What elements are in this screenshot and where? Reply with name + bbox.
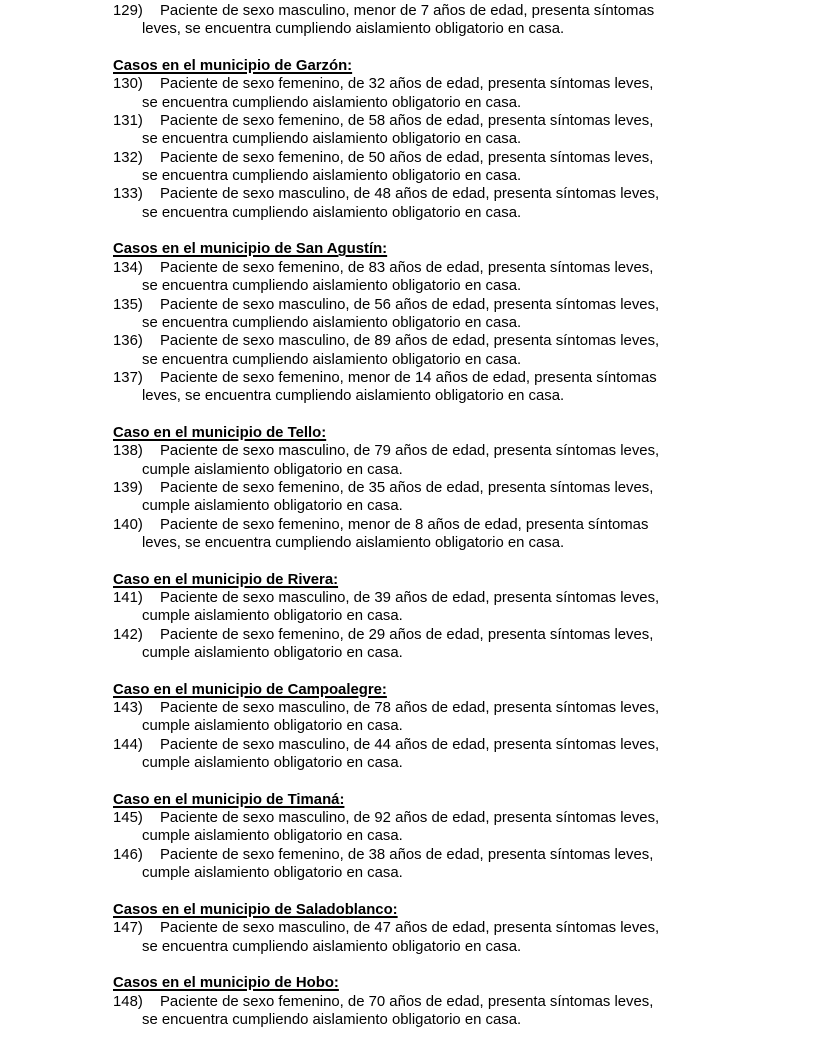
case-text-line-1: Paciente de sexo masculino, de 79 años de edad, presenta síntomas leves, <box>160 443 660 460</box>
case-number: 138) <box>113 443 143 460</box>
case-text-line-2: se encuentra cumpliendo aislamiento obligatorio en casa. <box>142 204 522 221</box>
case-number: 135) <box>113 296 143 313</box>
case-text-line-1: Paciente de sexo femenino, de 35 años de edad, presenta síntomas leves, <box>160 479 654 496</box>
section-heading: Casos en el municipio de Garzón: <box>113 58 353 75</box>
case-text-line-1: Paciente de sexo masculino, de 44 años de edad, presenta síntomas leves, <box>160 736 660 753</box>
case-text-line-2: cumple aislamiento obligatorio en casa. <box>142 645 403 662</box>
case-text-line-1: Paciente de sexo femenino, de 83 años de edad, presenta síntomas leves, <box>160 259 654 276</box>
case-entry <box>113 185 703 222</box>
case-number: 133) <box>113 186 143 203</box>
case-number: 143) <box>113 700 143 717</box>
case-number: 132) <box>113 149 143 166</box>
case-number: 131) <box>113 113 143 130</box>
case-entry <box>113 2 703 39</box>
case-entry <box>113 809 703 846</box>
case-number: 140) <box>113 516 143 533</box>
case-text-line-1: Paciente de sexo femenino, menor de 8 años de edad, presenta síntomas <box>160 516 649 533</box>
case-entry <box>113 259 703 296</box>
case-text-line-1: Paciente de sexo femenino, de 32 años de edad, presenta síntomas leves, <box>160 76 654 93</box>
case-text-line-2: se encuentra cumpliendo aislamiento obligatorio en casa. <box>142 131 522 148</box>
case-text-line-1: Paciente de sexo masculino, de 39 años de edad, presenta síntomas leves, <box>160 590 660 606</box>
case-text-line-2: leves, se encuentra cumpliendo aislamiento obligatorio en casa. <box>142 21 565 38</box>
case-text-line-2: cumple aislamiento obligatorio en casa. <box>142 755 403 772</box>
case-entry <box>113 993 703 1030</box>
case-text-line-1: Paciente de sexo masculino, menor de 7 años de edad, presenta síntomas <box>160 3 655 19</box>
case-text-line-2: leves, se encuentra cumpliendo aislamiento obligatorio en casa. <box>142 534 565 551</box>
section-heading: Casos en el municipio de Hobo: <box>113 975 339 992</box>
section-heading: Caso en el municipio de Rivera: <box>113 571 339 588</box>
case-text-line-1: Paciente de sexo femenino, de 29 años de edad, presenta síntomas leves, <box>160 626 654 643</box>
case-text-line-1: Paciente de sexo masculino, de 47 años de edad, presenta síntomas leves, <box>160 920 660 937</box>
case-entry <box>113 149 703 186</box>
case-text-line-1: Paciente de sexo masculino, de 48 años de edad, presenta síntomas leves, <box>160 186 660 203</box>
case-text-line-2: cumple aislamiento obligatorio en casa. <box>142 865 403 882</box>
case-entry <box>113 846 703 883</box>
section-heading: Casos en el municipio de Saladoblanco: <box>113 901 398 918</box>
case-text-line-1: Paciente de sexo femenino, de 70 años de edad, presenta síntomas leves, <box>160 993 654 1010</box>
case-text-line-2: cumple aislamiento obligatorio en casa. <box>142 718 403 735</box>
section-heading: Caso en el municipio de Campoalegre: <box>113 681 387 698</box>
case-text-line-1: Paciente de sexo masculino, de 78 años de edad, presenta síntomas leves, <box>160 700 660 717</box>
case-number: 130) <box>113 76 143 93</box>
case-number: 129) <box>113 3 143 19</box>
section-heading: Caso en el municipio de Tello: <box>113 424 327 441</box>
case-entry <box>113 369 703 406</box>
case-entry <box>113 479 703 516</box>
case-text-line-2: se encuentra cumpliendo aislamiento obligatorio en casa. <box>142 314 522 331</box>
case-text-line-2: se encuentra cumpliendo aislamiento obligatorio en casa. <box>142 938 522 955</box>
case-number: 144) <box>113 736 143 753</box>
case-number: 139) <box>113 479 143 496</box>
case-number: 134) <box>113 259 143 276</box>
case-text-line-1: Paciente de sexo femenino, de 50 años de edad, presenta síntomas leves, <box>160 149 654 166</box>
case-text-line-1: Paciente de sexo femenino, de 58 años de edad, presenta síntomas leves, <box>160 113 654 130</box>
case-entry <box>113 75 703 112</box>
case-entry <box>113 442 703 479</box>
case-text-line-2: se encuentra cumpliendo aislamiento obligatorio en casa. <box>142 351 522 368</box>
case-text-line-2: cumple aislamiento obligatorio en casa. <box>142 498 403 515</box>
case-text-line-2: se encuentra cumpliendo aislamiento obligatorio en casa. <box>142 94 522 111</box>
case-text-line-1: Paciente de sexo masculino, de 56 años de edad, presenta síntomas leves, <box>160 296 660 313</box>
case-entry <box>113 736 703 773</box>
case-entry <box>113 332 703 369</box>
section-heading: Caso en el municipio de Timaná: <box>113 791 345 808</box>
case-text-line-2: se encuentra cumpliendo aislamiento obligatorio en casa. <box>142 168 522 185</box>
case-entry <box>113 626 703 663</box>
case-entry <box>113 516 703 553</box>
case-entry <box>113 112 703 149</box>
case-number: 146) <box>113 846 143 863</box>
case-text-line-2: se encuentra cumpliendo aislamiento obligatorio en casa. <box>142 1011 522 1028</box>
case-text-line-1: Paciente de sexo masculino, de 89 años de edad, presenta síntomas leves, <box>160 333 660 350</box>
case-text-line-2: cumple aislamiento obligatorio en casa. <box>142 828 403 845</box>
case-number: 148) <box>113 993 143 1010</box>
case-number: 136) <box>113 333 143 350</box>
case-number: 141) <box>113 590 143 606</box>
case-entry <box>113 699 703 736</box>
case-number: 142) <box>113 626 143 643</box>
section-heading: Casos en el municipio de San Agustín: <box>113 241 388 258</box>
case-text-line-2: cumple aislamiento obligatorio en casa. <box>142 608 403 625</box>
case-text-line-2: cumple aislamiento obligatorio en casa. <box>142 461 403 478</box>
case-text-line-1: Paciente de sexo masculino, de 92 años de edad, presenta síntomas leves, <box>160 810 660 827</box>
case-text-line-2: leves, se encuentra cumpliendo aislamiento obligatorio en casa. <box>142 388 565 405</box>
case-entry <box>113 296 703 333</box>
case-entry <box>113 919 703 956</box>
case-text-line-1: Paciente de sexo femenino, de 38 años de edad, presenta síntomas leves, <box>160 846 654 863</box>
document-page <box>113 2 703 1029</box>
case-text-line-2: se encuentra cumpliendo aislamiento obligatorio en casa. <box>142 278 522 295</box>
case-number: 147) <box>113 920 143 937</box>
case-entry <box>113 589 703 626</box>
case-number: 145) <box>113 810 143 827</box>
case-text-line-1: Paciente de sexo femenino, menor de 14 años de edad, presenta síntomas <box>160 369 657 386</box>
case-number: 137) <box>113 369 143 386</box>
